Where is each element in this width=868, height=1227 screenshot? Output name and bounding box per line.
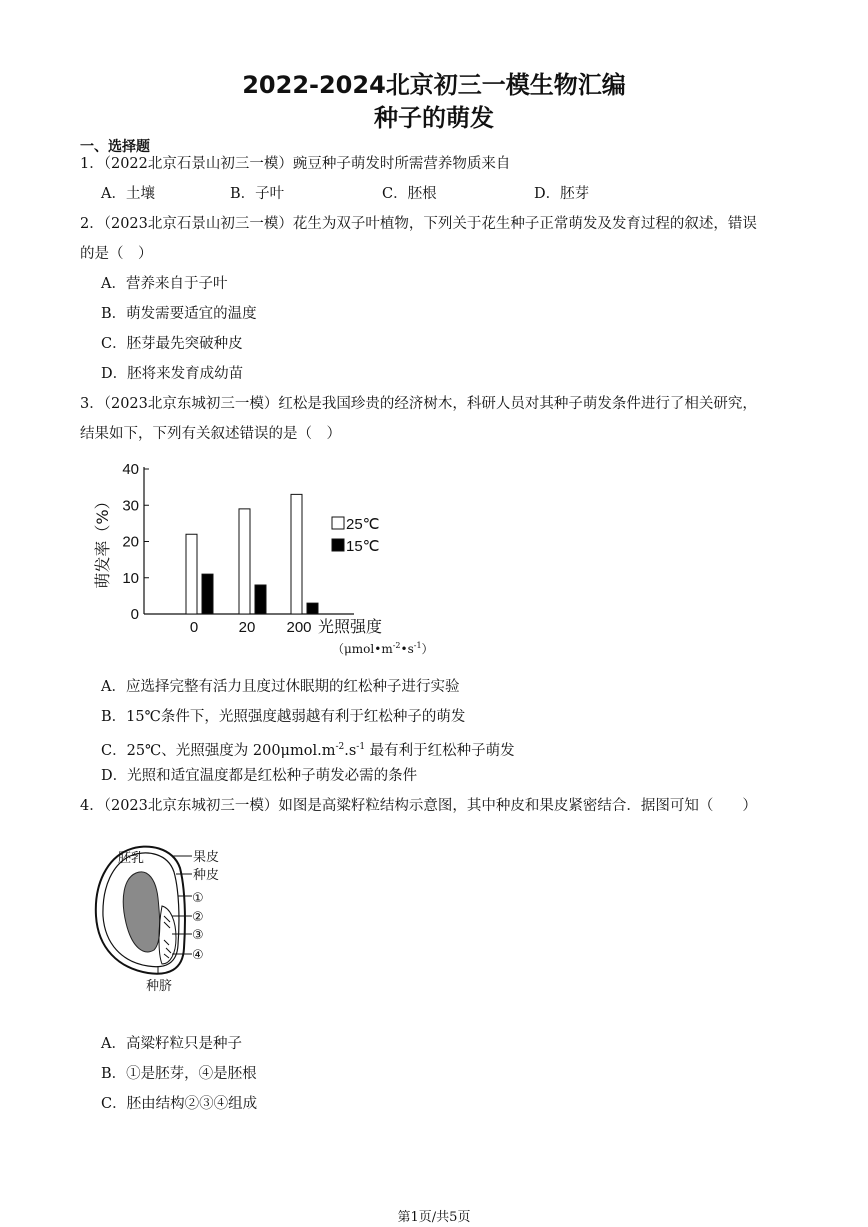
q1-stem: 1．（2022北京石景山初三一模）豌豆种子萌发时所需营养物质来自	[80, 156, 511, 172]
q2-option-d: D．胚将来发育成幼苗	[101, 366, 244, 382]
x-tick-label: 20	[238, 619, 256, 636]
germination-bar-chart	[92, 457, 452, 662]
x-axis-unit: $(\mu mol•m^{-2}•s^{-1})$	[332, 641, 434, 656]
q3-option-a: A．应选择完整有活力且度过休眠期的红松种子进行实验	[101, 679, 460, 695]
legend-label: 25℃	[346, 516, 380, 533]
x-axis-label: 光照强度	[318, 617, 383, 636]
y-tick-label: 10	[122, 569, 139, 587]
sorghum-grain-diagram	[88, 838, 238, 998]
legend-swatch	[332, 517, 344, 529]
label-2: ②	[192, 910, 204, 925]
document-title-line2: 种子的萌发	[374, 104, 494, 132]
bar-0-15c	[202, 574, 213, 614]
bar-20-15c	[255, 585, 266, 614]
q3-stem-line1: 3．（2023北京东城初三一模）红松是我国珍贵的经济树木，科研人员对其种子萌发条件进行了相关研究，	[80, 396, 757, 412]
x-tick-label: 200	[286, 619, 312, 636]
y-tick-label: 30	[122, 497, 139, 515]
q2-stem-line1: 2．（2023北京石景山初三一模）花生为双子叶植物，下列关于花生种子正常萌发及发育过程的叙述，错误	[80, 216, 757, 232]
bar-0-25c	[186, 534, 197, 614]
q4-option-b: B．①是胚芽，④是胚根	[101, 1066, 257, 1082]
q3-option-b: B．15℃条件下，光照强度越弱越有利于红松种子的萌发	[101, 709, 466, 725]
page-footer: 第1页/共5页	[397, 1210, 471, 1225]
label-hilum: 种脐	[146, 979, 173, 994]
y-tick-label: 40	[122, 461, 139, 478]
label-seed-coat: 种皮	[193, 868, 220, 883]
q3-option-c: C．25℃、光照强度为 $200\mu mol.m^{-2}.s^{-1}$ 最有利于红松种子萌发	[101, 742, 515, 759]
section-heading: 一、选择题	[80, 139, 150, 155]
q2-stem-line2: 的是（ ）	[80, 246, 153, 262]
q1-option-b: B．子叶	[230, 186, 285, 202]
x-tick-label: 0	[189, 619, 199, 636]
q2-option-b: B．萌发需要适宜的温度	[101, 306, 257, 322]
y-axis-label: 萌发率（%）	[93, 493, 112, 589]
endosperm-region	[123, 872, 160, 952]
label-4: ④	[192, 948, 204, 963]
bar-20-25c	[239, 509, 250, 614]
label-3: ③	[192, 928, 204, 943]
y-tick-label: 0	[130, 606, 139, 623]
embryo-region	[159, 906, 176, 964]
q2-option-c: C．胚芽最先突破种皮	[101, 336, 243, 352]
legend-swatch	[332, 539, 344, 551]
q3-option-d: D．光照和适宜温度都是红松种子萌发必需的条件	[101, 768, 418, 784]
legend-label: 15℃	[346, 538, 380, 555]
q1-option-d: D．胚芽	[534, 186, 590, 202]
embryo-hatching	[164, 916, 171, 958]
label-pericarp: 果皮	[193, 850, 220, 865]
label-endosperm: 胚乳	[118, 851, 145, 866]
label-1: ①	[192, 891, 204, 906]
q1-option-a: A．土壤	[101, 186, 155, 202]
bar-200-25c	[291, 494, 302, 614]
q2-option-a: A．营养来自于子叶	[101, 276, 228, 292]
document-title-line1: 2022-2024北京初三一模生物汇编	[242, 71, 626, 99]
q3-stem-line2: 结果如下，下列有关叙述错误的是（ ）	[80, 426, 341, 442]
y-tick-label: 20	[122, 533, 139, 551]
q1-option-c: C．胚根	[382, 186, 437, 202]
q4-stem: 4．（2023北京东城初三一模）如图是高粱籽粒结构示意图，其中种皮和果皮紧密结合．据图可知（ ）	[80, 798, 757, 814]
bar-200-15c	[307, 603, 318, 614]
q4-option-c: C．胚由结构②③④组成	[101, 1096, 258, 1112]
q4-option-a: A．高粱籽粒只是种子	[101, 1036, 242, 1052]
